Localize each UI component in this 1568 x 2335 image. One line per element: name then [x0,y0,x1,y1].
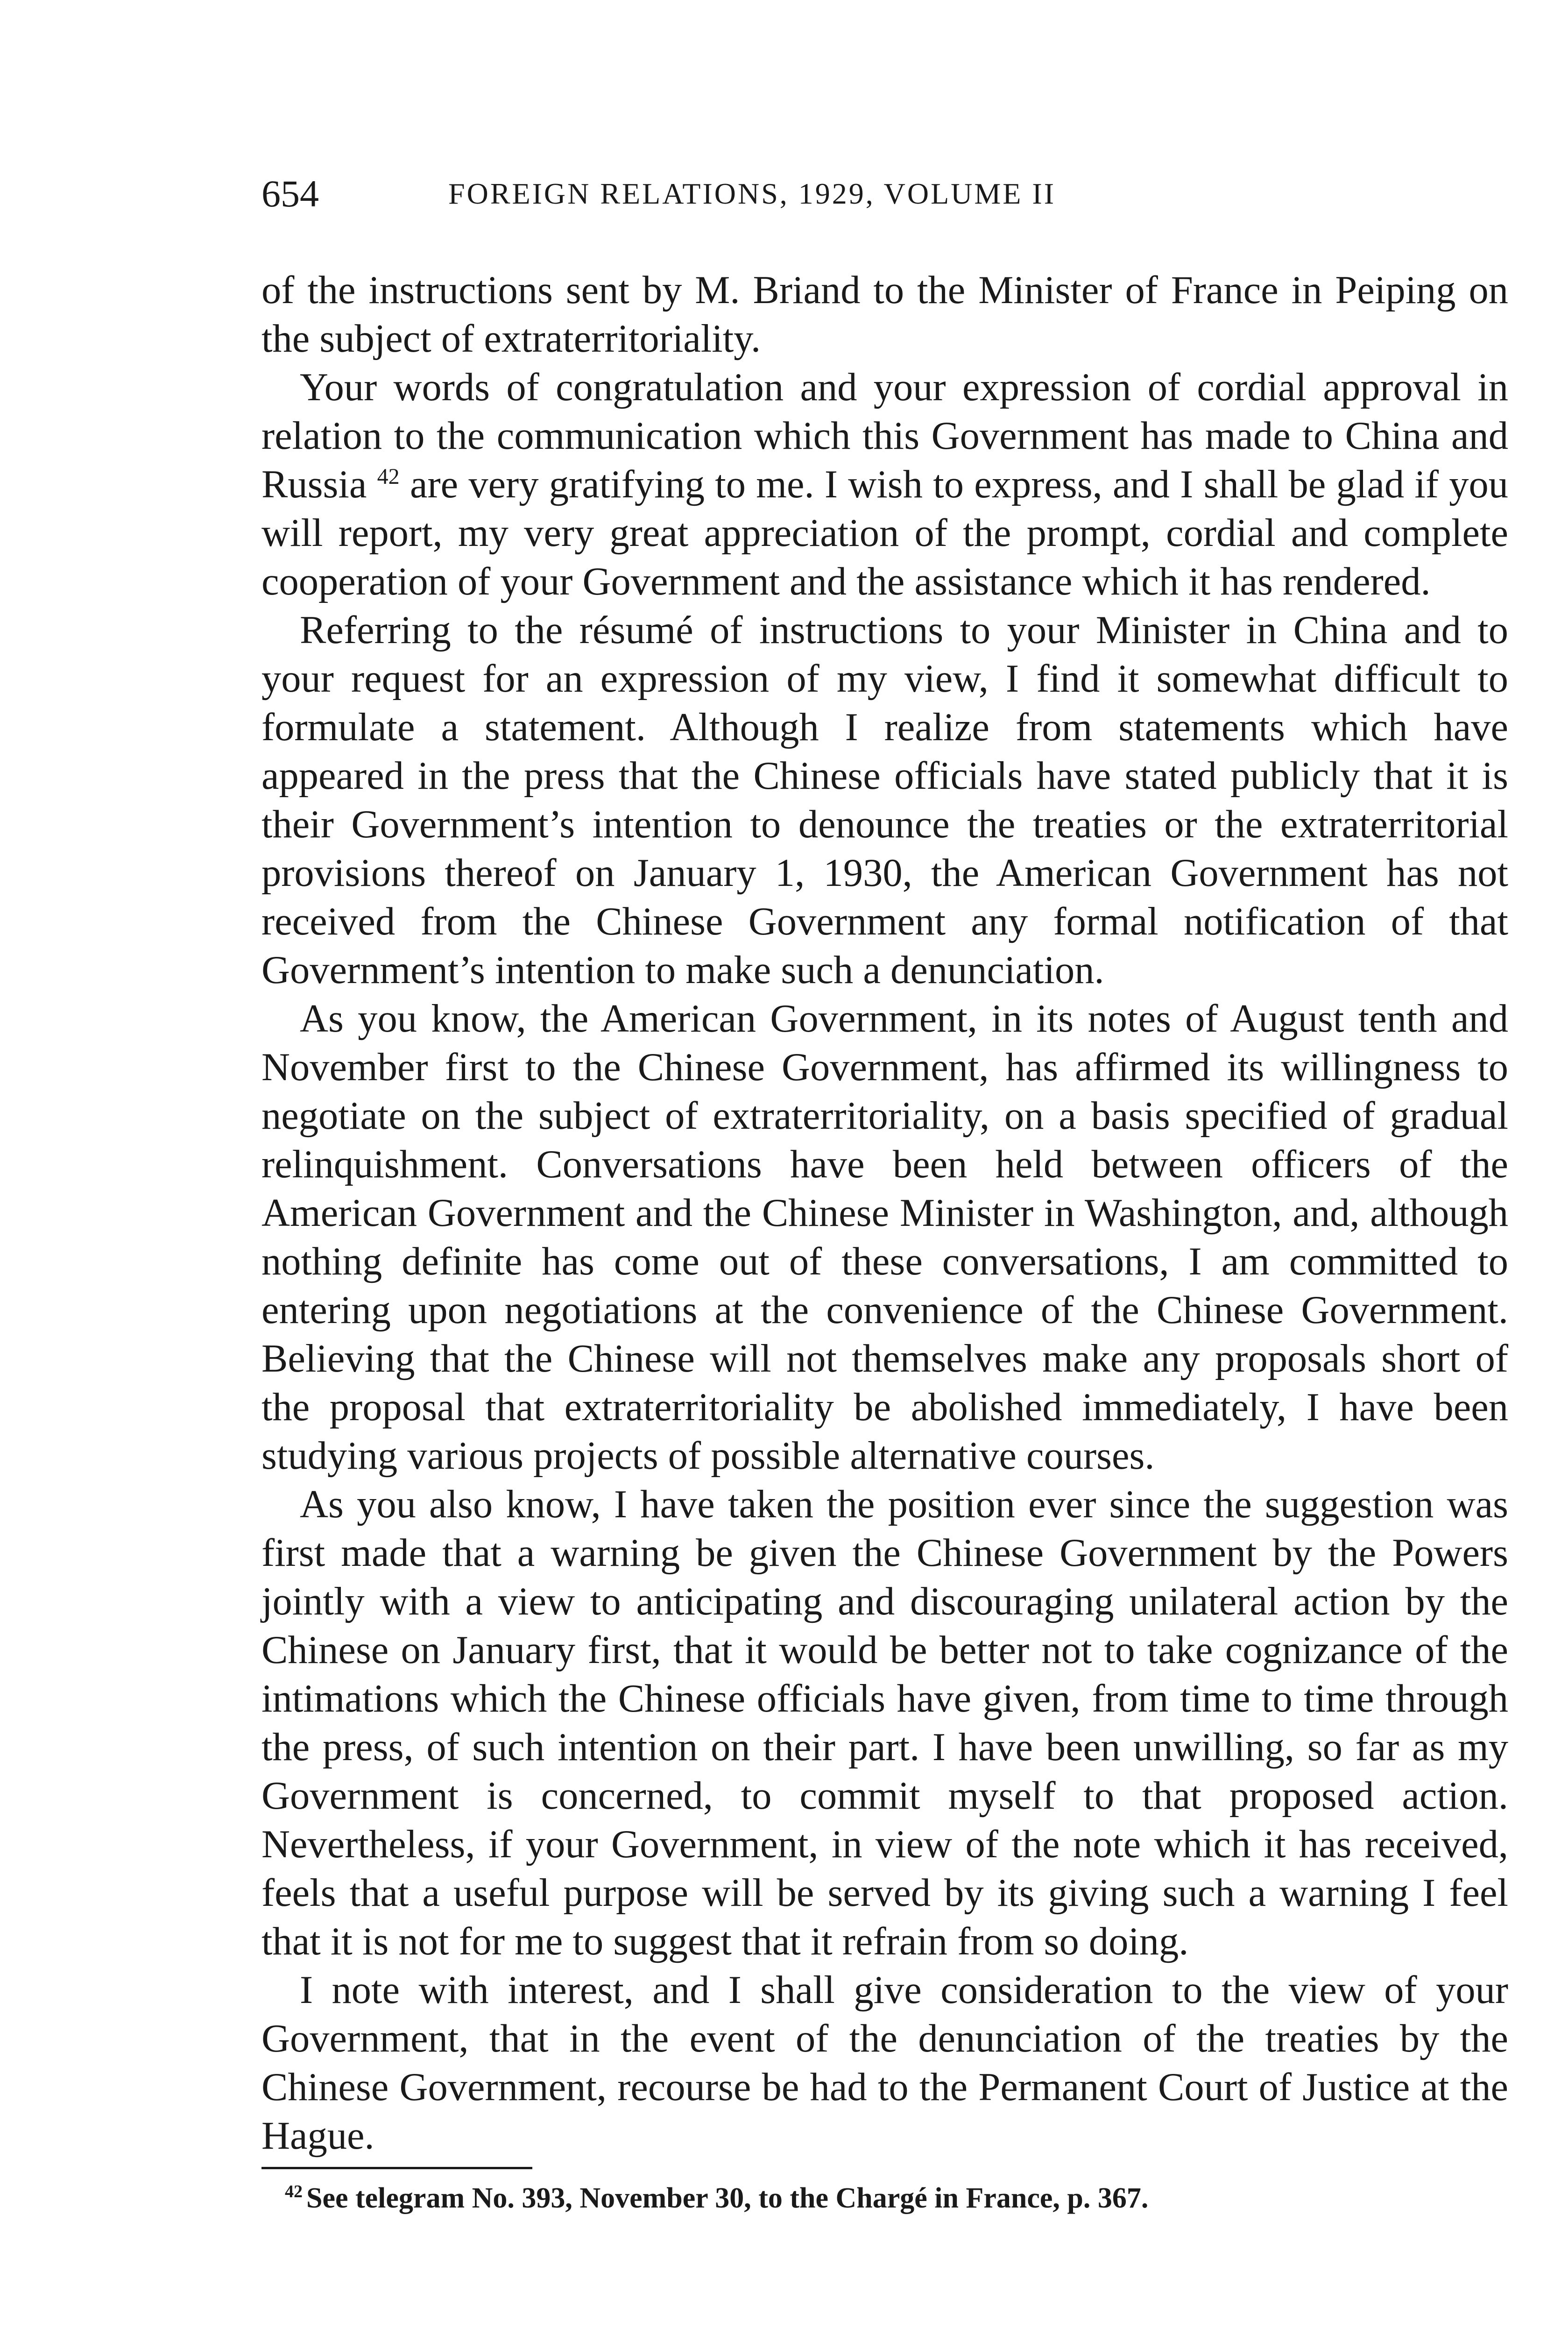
paragraph-congratulation-part1: Your words of congratulation and your expression of cordial approval in relation to the communication which this Government has made to China and Russia [261,366,1508,506]
paragraph-permanent-court: I note with interest, and I shall give consideration to the view of your Government, that in the event of the denunciation of the treaties by the Chinese Government, recourse be had to the Permanent Court of Justice at the Hague. [261,1968,1508,2158]
paragraph-negotiations: As you know, the American Government, in its notes of August tenth and November first to the Chinese Government, has affirmed its willingness to negotiate on the subject of extraterritoriality, on a basis specified of gradual relinquishment. Conversations have been held between officers of the American Government and the Chinese Minister in Washington, and, although nothing definite has come out of these conversations, I am committed to entering upon negotiations at the convenience of the Chinese Government. Believing that the Chinese will not themselves make any proposals short of the proposal that extraterritoriality be abolished immediately, I have been studying various projects of possible alternative courses. [261,997,1508,1478]
footnote-divider [261,2167,532,2169]
footnote-mark: 42 [285,2182,303,2202]
paragraph-congratulation-part2: are very gratifying to me. I wish to express, and I shall be glad if you will report, my very great appreciation of the prompt, cordial and complete cooperation of your Government and the assistance which it has rendered. [261,463,1509,603]
paragraph-resume: Referring to the résumé of instructions to your Minister in China and to your request for an expression of my view, I find it somewhat difficult to formulate a statement. Although I realize from statements which have appeared in the press that the Chinese officials have stated publicly that it is their Government’s intention to denounce the treaties or the extraterritorial provisions thereof on January 1, 1930, the American Government has not received from the Chinese Government any formal notification of that Government’s intention to make such a denunciation. [261,609,1508,992]
running-head [261,168,1508,219]
paragraph-warning: As you also know, I have taken the position ever since the suggestion was first made that a warning be given the Chinese Government by the Powers jointly with a view to anticipating and discouraging unilateral action by the Chinese on January first, that it would be better not to take cognizance of the intimations which the Chinese officials have given, from time to time through the press, of such intention on their part. I have been unwilling, so far as my Government is concerned, to commit myself to that proposed action. Nevertheless, if your Government, in view of the note which it has received, feels that a useful purpose will be served by its giving such a warning I feel that it is not for me to suggest that it refrain from so doing. [261,1483,1508,1963]
page-number: 654 [261,172,319,215]
footnote-text: See telegram No. 393, November 30, to the Chargé in France, p. 367. [306,2182,1149,2214]
running-title: FOREIGN RELATIONS, 1929, VOLUME II [448,177,1056,210]
footnote-reference[interactable]: 42 [377,464,400,489]
document-page [261,168,1508,2217]
paragraph-continuation: of the instructions sent by M. Briand to the Minister of France in Peiping on the subject of extraterritoriality. [261,269,1508,361]
footnote [261,2179,1508,2217]
body-text [261,266,1508,2160]
paragraph-congratulation [261,363,1508,606]
